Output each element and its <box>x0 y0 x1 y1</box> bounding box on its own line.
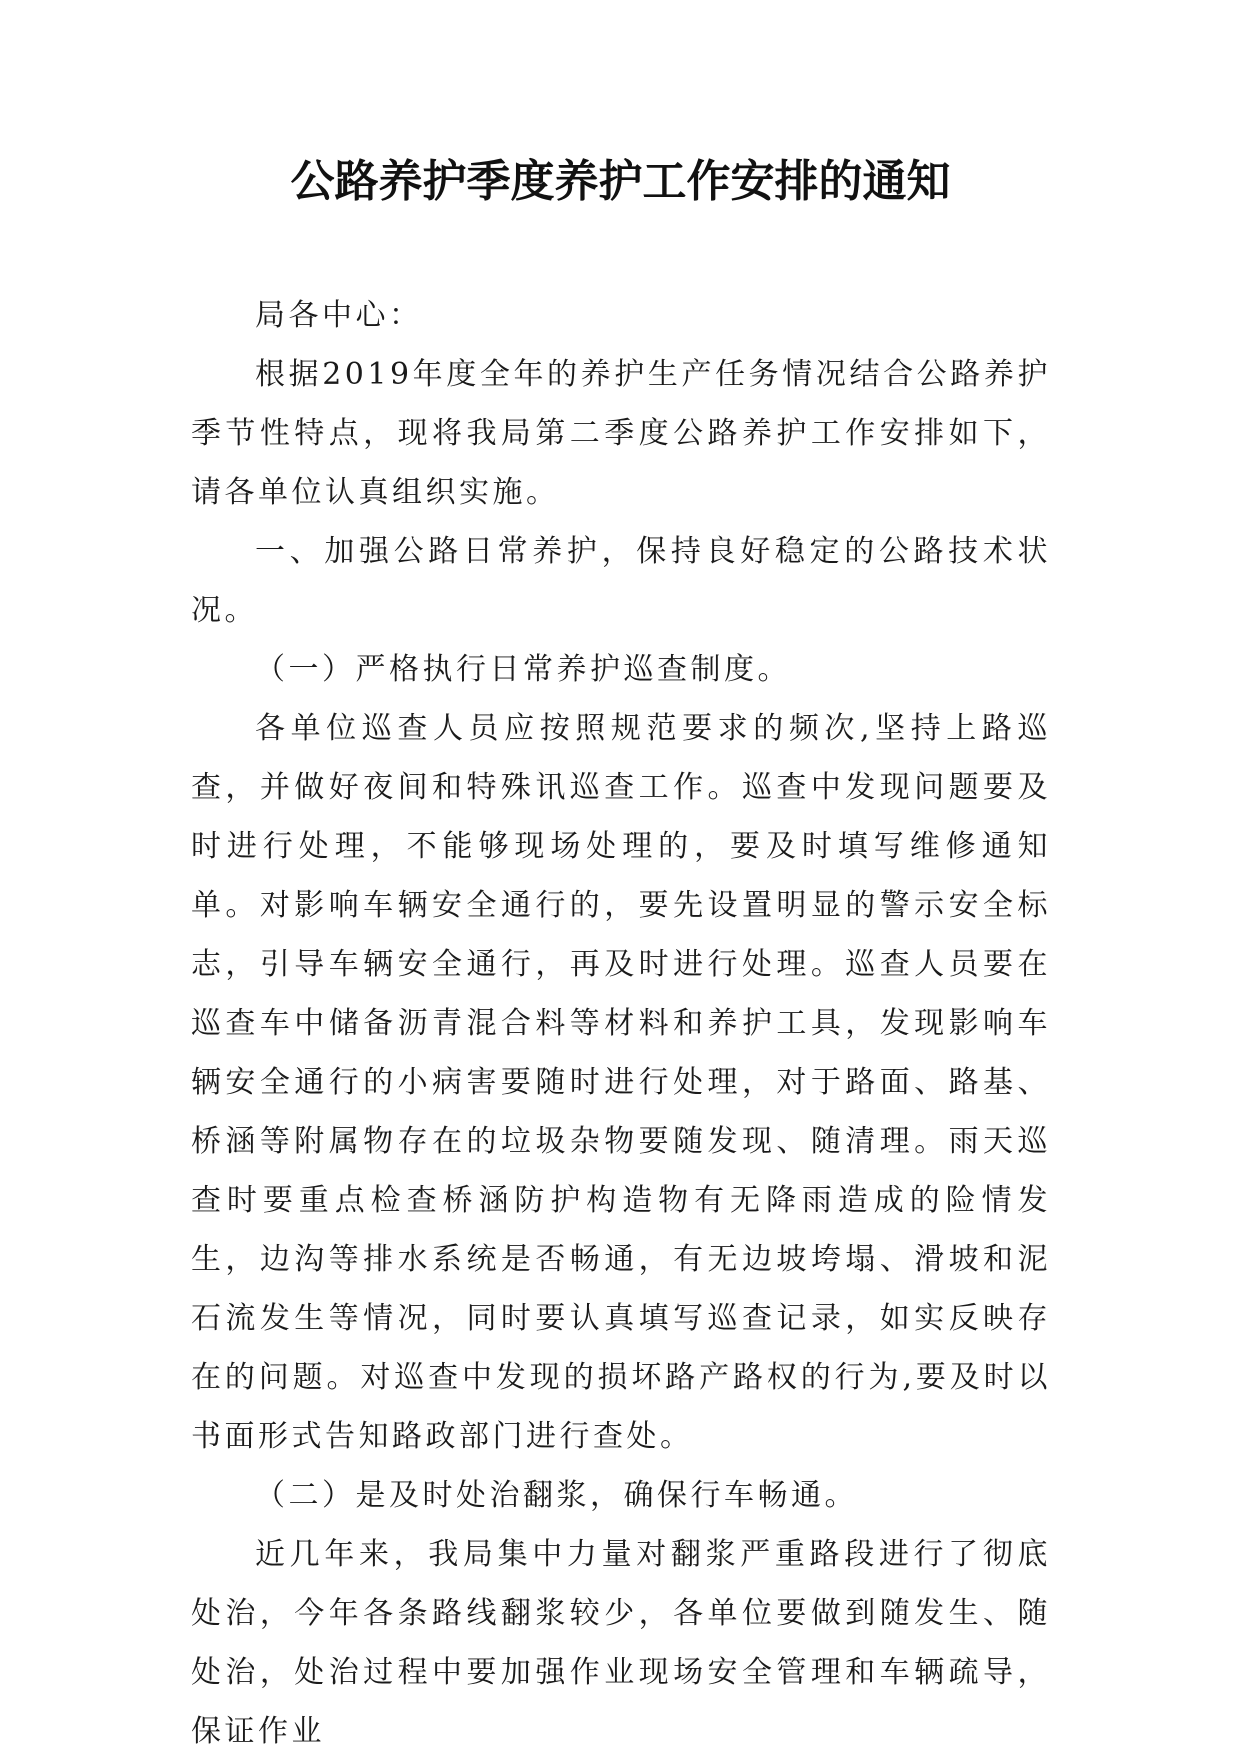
subsection-heading-1: （一）严格执行日常养护巡查制度。 <box>255 652 791 687</box>
paragraph-intro: 根据2019年度全年的养护生产任务情况结合公路养护季节性特点，现将我局第二季度公路养护工作安排如下，请各单位认真组织实施。 <box>191 357 1051 510</box>
document-title: 公路养护季度养护工作安排的通知 <box>290 156 951 207</box>
paragraph-patrol: 各单位巡查人员应按照规范要求的频次,坚持上路巡查，并做好夜间和特殊讯巡查工作。巡查中发现问题要及时进行处理，不能够现场处理的，要及时填写维修通知单。对影响车辆安全通行的，要先设置明显的警示安全标志，引导车辆安全通行，再及时进行处理。巡查人员要在巡查车中储备沥青混合料等材料和养护工具，发现影响车辆安全通行的小病害要随时进行处理，对于路面、路基、桥涵等附属物存在的垃圾杂物要随发现、随清理。雨天巡查时要重点检查桥涵防护构造物有无降雨造成的险情发生，边沟等排水系统是否畅通，有无边坡垮塌、滑坡和泥石流发生等情况，同时要认真填写巡查记录，如实反映存在的问题。对巡查中发现的损坏路产路权的行为,要及时以书面形式告知路政部门进行查处。 <box>191 711 1051 1454</box>
section-heading-1: 一、加强公路日常养护，保持良好稳定的公路技术状况。 <box>191 534 1051 628</box>
document-body <box>191 286 1051 1761</box>
salutation: 局各中心： <box>255 298 423 333</box>
paragraph-frost-boiling: 近几年来，我局集中力量对翻浆严重路段进行了彻底处治，今年各条路线翻浆较少，各单位要做到随发生、随处治，处治过程中要加强作业现场安全管理和车辆疏导，保证作业 <box>191 1537 1051 1749</box>
subsection-heading-2: （二）是及时处治翻浆，确保行车畅通。 <box>255 1478 858 1513</box>
